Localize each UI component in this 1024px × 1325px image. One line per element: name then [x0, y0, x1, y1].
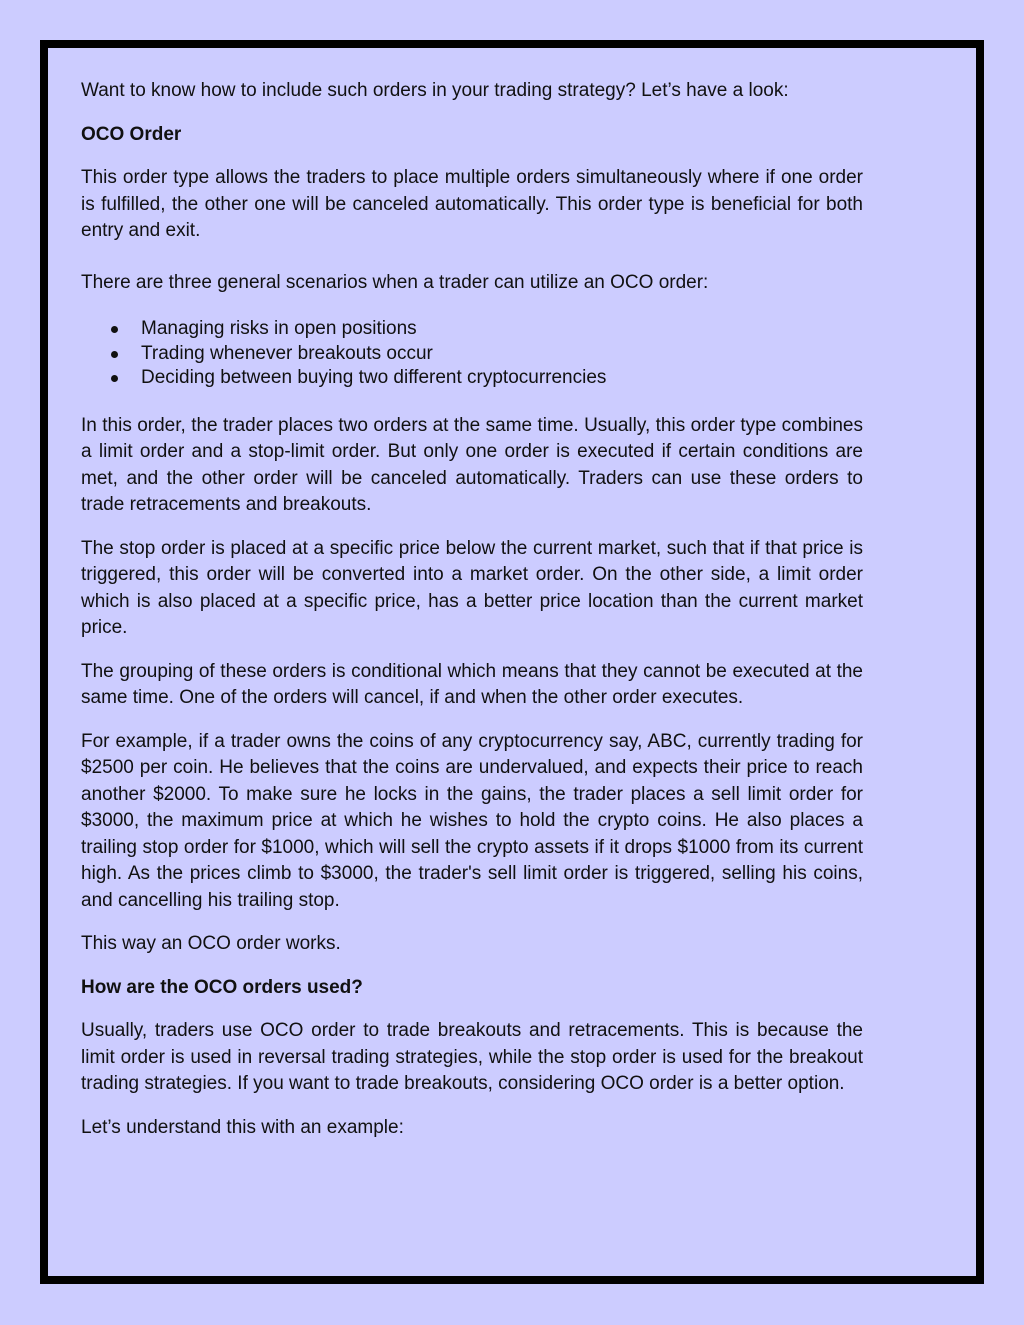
- scenario-list: [81, 317, 863, 391]
- definition-paragraph: This order type allows the traders to place multiple orders simultaneously where if one order is fulfilled, the other one will be canceled automatically. This order type is beneficial for both entry and exit.: [81, 167, 863, 241]
- bullet-icon: [111, 326, 118, 333]
- outro-paragraph: Let’s understand this with an example:: [81, 1116, 404, 1138]
- two-orders-paragraph: In this order, the trader places two orders at the same time. Usually, this order type combines a limit order and a stop-limit order. But only one order is executed if certain conditions are met, and the other order will be canceled automatically. Traders can use these orders to trade retracements and breakouts.: [81, 414, 863, 515]
- list-item: [81, 317, 863, 342]
- conclusion-paragraph: This way an OCO order works.: [81, 933, 341, 954]
- list-item-text: Managing risks in open positions: [141, 318, 417, 339]
- list-item-text: Deciding between buying two different cryptocurrencies: [141, 367, 607, 388]
- grouping-paragraph: The grouping of these orders is conditional which means that they cannot be executed at the same time. One of the orders will cancel, if and when the other order executes.: [81, 660, 863, 708]
- example-paragraph: For example, if a trader owns the coins of any cryptocurrency say, ABC, currently trading for $2500 per coin. He believes that the coins are undervalued, and expects their price to reach another $2000. To make sure he locks in the gains, the trader places a sell limit order for $3000, the maximum price at which he wishes to hold the crypto coins. He also places a trailing stop order for $1000, which will sell the crypto assets if it drops $1000 from its current high. As the prices climb to $3000, the trader's sell limit order is triggered, selling his coins, and cancelling his trailing stop.: [81, 730, 863, 911]
- usage-paragraph: Usually, traders use OCO order to trade breakouts and retracements. This is because the limit order is used in reversal trading strategies, while the stop order is used for the breakout trading strategies. If you want to trade breakouts, considering OCO order is a better option.: [81, 1020, 863, 1094]
- bullet-icon: [111, 375, 118, 382]
- list-item-text: Trading whenever breakouts occur: [141, 342, 433, 364]
- list-item: [81, 366, 863, 391]
- bullet-icon: [111, 351, 118, 358]
- heading-oco-usage: How are the OCO orders used?: [81, 976, 363, 998]
- intro-paragraph: Want to know how to include such orders in your trading strategy? Let’s have a look:: [81, 80, 789, 101]
- list-item: [81, 342, 863, 367]
- stop-order-paragraph: The stop order is placed at a specific price below the current market, such that if that price is triggered, this order will be converted into a market order. On the other side, a limit order which is also placed at a specific price, has a better price location than the current market price.: [81, 537, 863, 638]
- heading-oco-order: OCO Order: [81, 123, 182, 145]
- document-body: [81, 78, 863, 1141]
- scenarios-intro-paragraph: There are three general scenarios when a trader can utilize an OCO order:: [81, 271, 709, 293]
